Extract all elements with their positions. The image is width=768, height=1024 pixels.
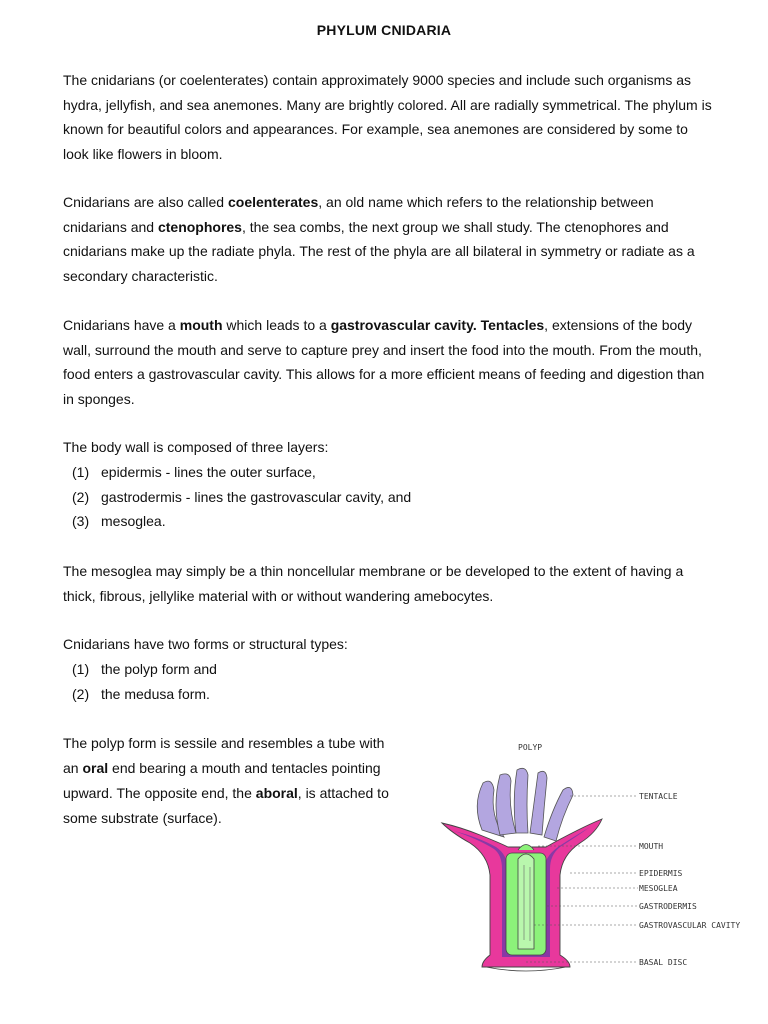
coelenterates-paragraph: Cnidarians are also called coelenterates, an old name which refers to the relationship between cnidarians and ctenophores, the sea combs, the next group we shall study. The ctenophores and cnidarians make up the radiate phyla. The rest of the phyla are all bilateral in symmetry or radiate as a secondary characteristic. <box>63 194 695 284</box>
mouth <box>518 845 534 851</box>
label-epidermis: EPIDERMIS <box>639 869 683 878</box>
list-item: (1) epidermis - lines the outer surface, <box>72 464 316 480</box>
forms-list <box>72 657 217 706</box>
body-wall-intro: The body wall is composed of three layers: <box>63 439 329 455</box>
list-item: (1) the polyp form and <box>72 661 217 677</box>
term-coelenterates: coelenterates <box>227 194 319 210</box>
label-mouth: MOUTH <box>639 842 664 851</box>
term-mouth: mouth <box>179 317 223 333</box>
term-ctenophores: ctenophores <box>157 218 242 235</box>
mouth-paragraph: Cnidarians have a mouth which leads to a gastrovascular cavity. Tentacles, extensions of the body wall, surround the mouth and serve to capture prey and insert the food into the mouth. From the mouth, food enters a gastrovascular cavity. This allows for a more efficient means of feeding and digestion than in sponges. <box>63 317 705 407</box>
list-item: (2) gastrodermis - lines the gastrovascular cavity, and <box>72 488 412 505</box>
intro-paragraph: The cnidarians (or coelenterates) contain approximately 9000 species and include such organisms as hydra, jellyfish, and sea anemones. Many are brightly colored. All are radially symmetrical. The phylum is known for beautiful colors and appearances. For example, sea anemones are considered by some to look like flowers in bloom. <box>63 72 712 162</box>
label-tentacle: TENTACLE <box>639 792 678 801</box>
term-gastrovascular-tentacles: gastrovascular cavity. Tentacles <box>330 317 545 333</box>
label-gastrodermis: GASTRODERMIS <box>639 902 697 911</box>
list-item: (2) the medusa form. <box>72 685 210 702</box>
polyp-diagram <box>420 735 750 985</box>
mesoglea-paragraph: The mesoglea may simply be a thin noncellular membrane or be developed to the extent of having a thick, fibrous, jellylike material with or without wandering amebocytes. <box>63 563 684 604</box>
layers-list <box>72 460 411 534</box>
polyp-paragraph: The polyp form is sessile and resembles a tube with an oral end bearing a mouth and tentacles pointing upward. The opposite end, the aboral, is attached to some substrate (surface). <box>63 735 389 826</box>
label-gastrovascular-cavity: GASTROVASCULAR CAVITY <box>639 921 741 930</box>
label-basal-disc: BASAL DISC <box>639 958 688 967</box>
diagram-title: POLYP <box>518 743 543 752</box>
gastrovascular-cavity <box>518 854 534 949</box>
basal-disc <box>486 967 566 971</box>
term-oral: oral <box>82 760 109 776</box>
list-item: (3) mesoglea. <box>72 513 166 529</box>
label-mesoglea: MESOGLEA <box>639 884 678 893</box>
forms-intro: Cnidarians have two forms or structural types: <box>63 636 348 652</box>
tentacles <box>477 768 573 841</box>
term-aboral: aboral <box>255 785 298 801</box>
page-title: PHYLUM CNIDARIA <box>316 22 452 38</box>
diagram-labels <box>639 792 740 967</box>
